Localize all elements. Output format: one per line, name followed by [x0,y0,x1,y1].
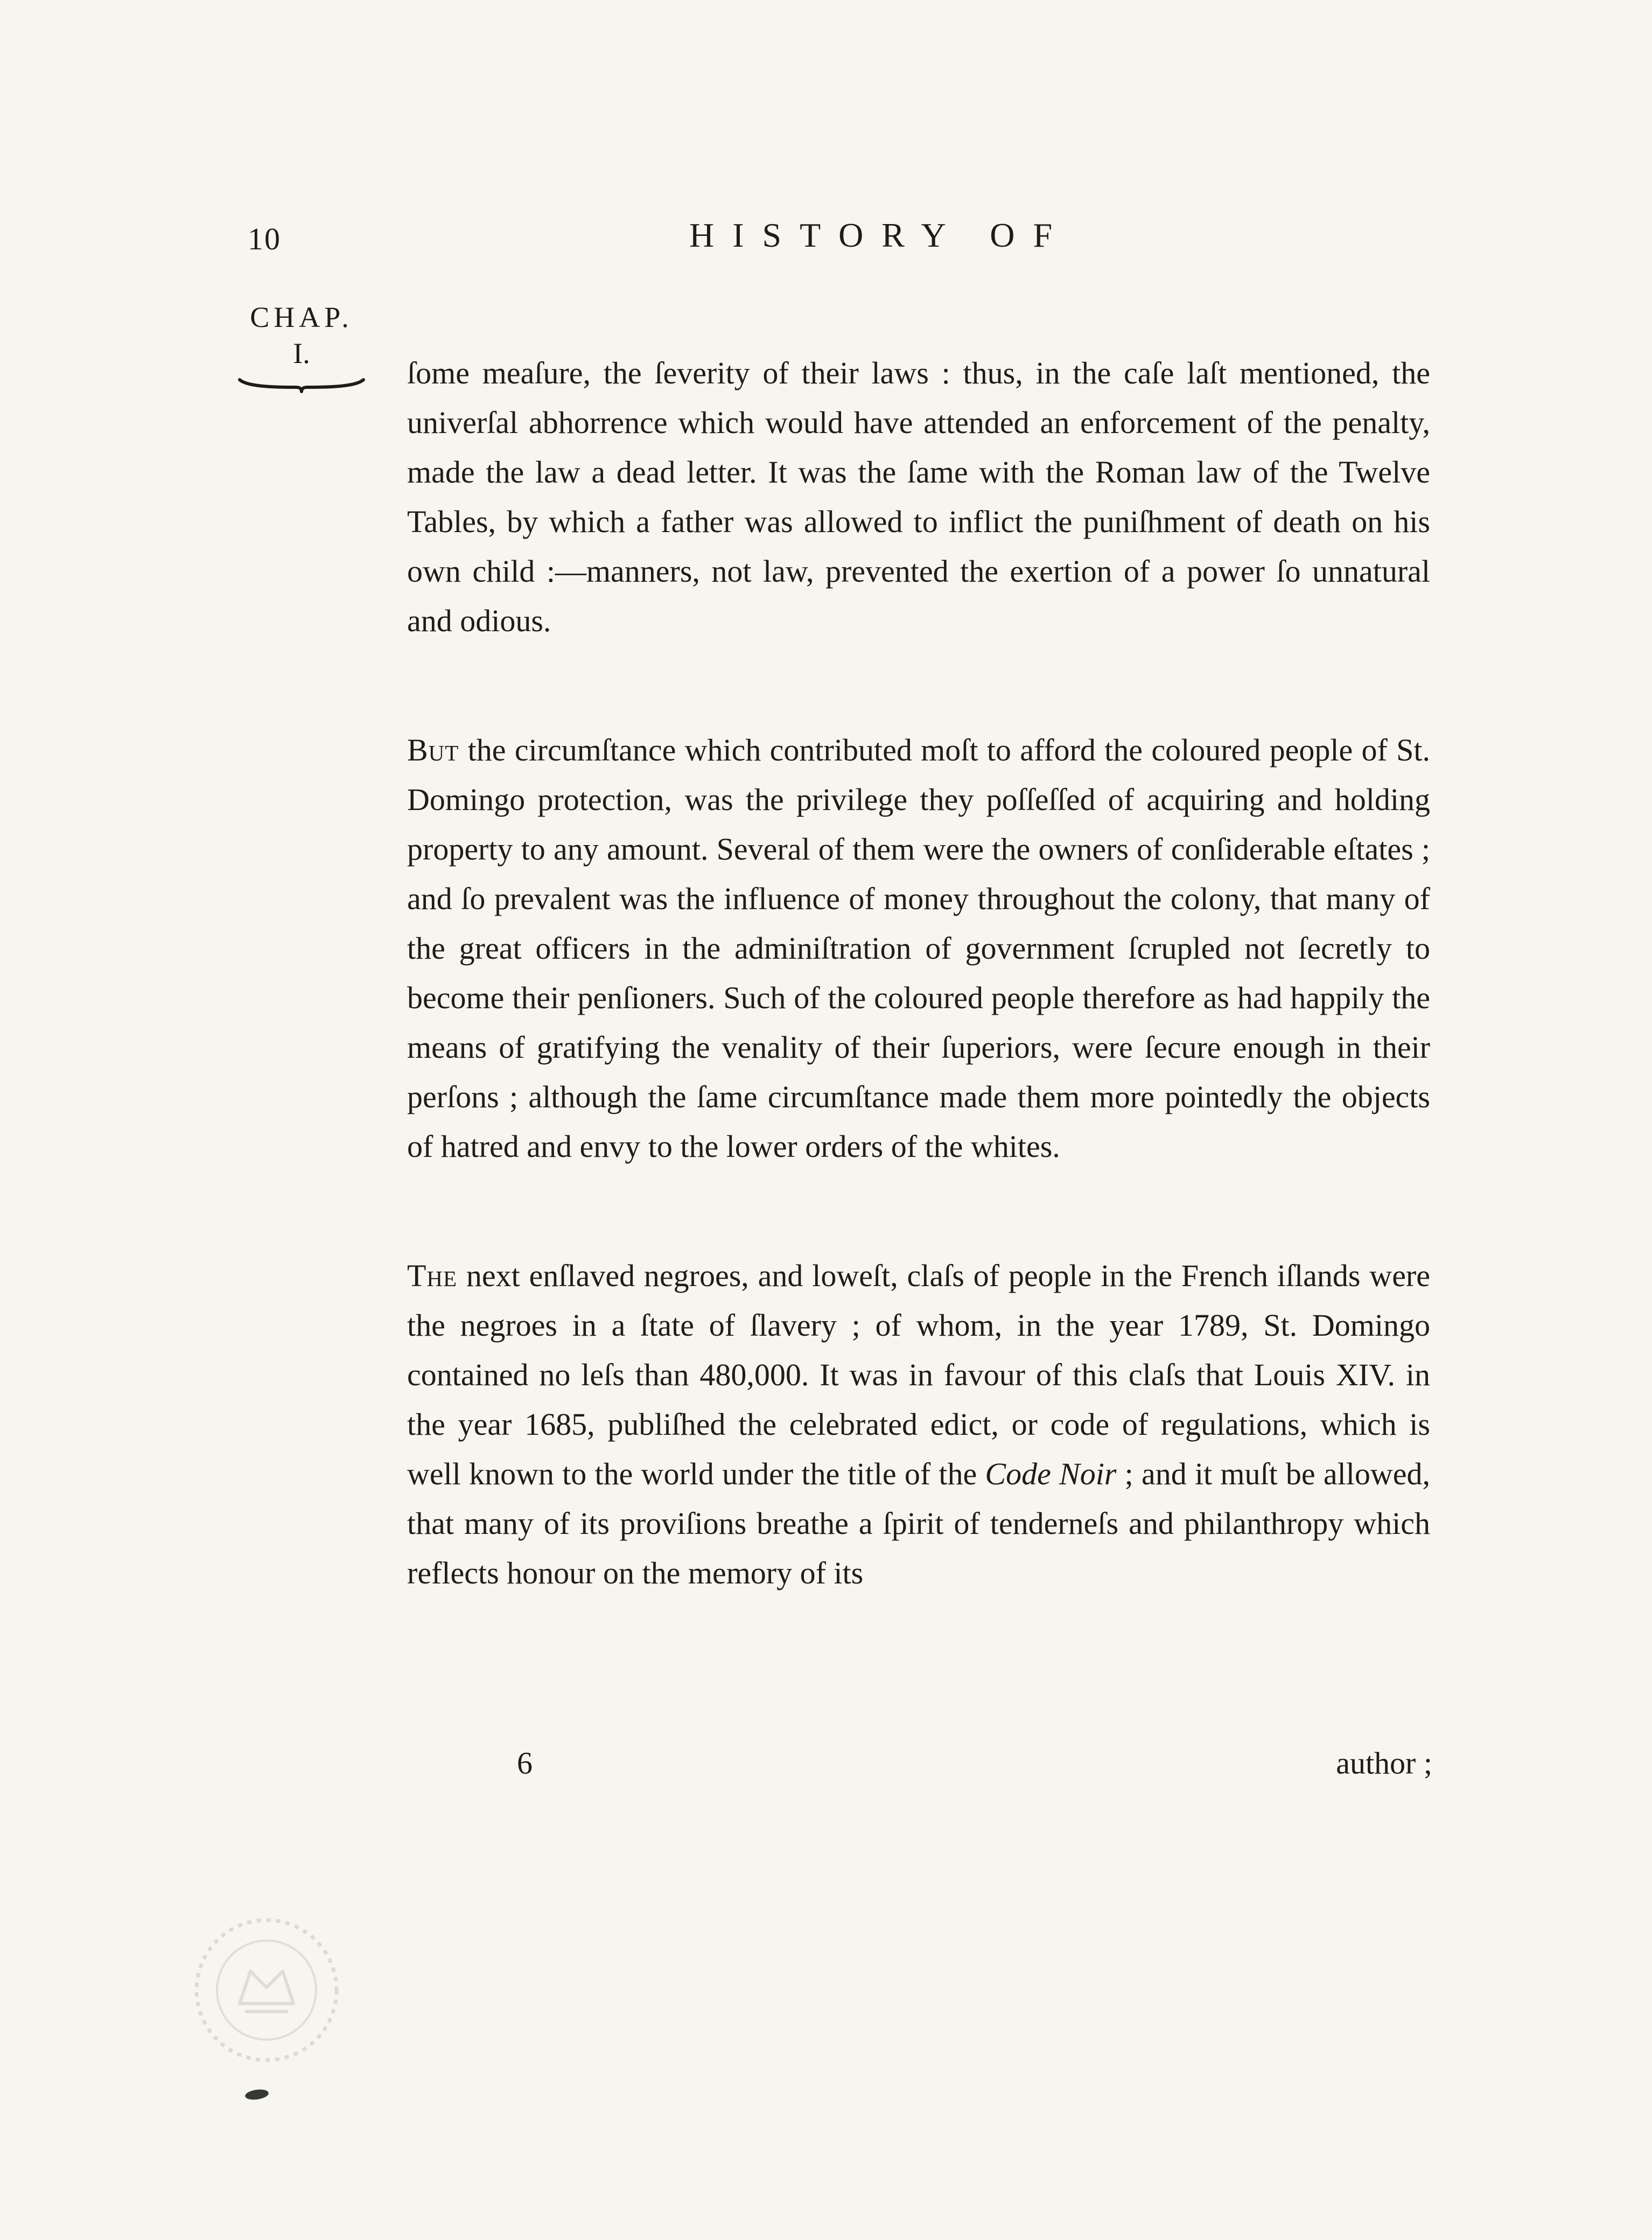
paragraph-3 [407,1202,1430,1598]
page-number: 10 [248,221,281,256]
running-head: HISTORY OF [689,216,1071,254]
paragraph-2 [407,676,1430,1171]
paragraph-2-text: the circumſtance which contributed moſt to afford the coloured people of St. Domingo protection, was the privilege they poſſeſſed of acquiring and holding property to any amount. Several of them were the owners of conſiderable eſtates ; and ſo prevalent was the influence of money throughout the colony, that many of the great officers in the adminiſtration of government ſcrupled not ſecretly to become their penſioners. Such of the coloured people therefore as had happily the means of gratifying the venality of their ſuperiors, were ſecure enough in their perſons ; although the ſame circumſtance made them more pointedly the objects of hatred and envy to the lower orders of the whites. [407,732,1430,1164]
ink-blot-icon [244,2088,269,2101]
code-noir-title: Code Noir [985,1456,1117,1491]
paragraph-1 [407,299,1430,646]
main-text [407,299,1430,1628]
brace-icon [237,374,366,394]
chapter-marker [232,302,372,394]
library-stamp-icon [188,1912,345,2068]
catchword: author ; [1336,1746,1432,1781]
page-footer [517,1745,1432,1788]
paragraph-3-text: next enſlaved negroes, and loweſt, claſs of people in the French iſlands were the negroes in a ſtate of ſlavery ; of whom, in the year 1789, St. Domingo contained no leſs than 480,000. It was in favour of this claſs that Louis XIV. in the year 1685, publiſhed the celebrated edict, or code of regulations, which is well known to the world under the title of the [407,1258,1430,1491]
paragraph-3-lead: The [407,1258,458,1293]
chapter-number: I. [293,337,310,370]
chapter-label: CHAP. [250,301,353,333]
paragraph-2-lead: But [407,732,459,767]
paragraph-3-tail: ; and it muſt be allowed, that many of its proviſions breathe a ſpirit of tenderneſs and philanthropy which reflects honour on the memory of its [407,1456,1430,1590]
signature-mark: 6 [517,1746,533,1781]
paragraph-1-text: ſome meaſure, the ſeverity of their laws : thus, in the caſe laſt mentioned, the univerſal abhorrence which would have attended an enforcement of the penalty, made the law a dead letter. It was the ſame with the Roman law of the Twelve Tables, by which a father was allowed to inflict the puniſhment of death on his own child :—manners, not law, prevented the exertion of a power ſo unnatural and odious. [407,355,1430,638]
